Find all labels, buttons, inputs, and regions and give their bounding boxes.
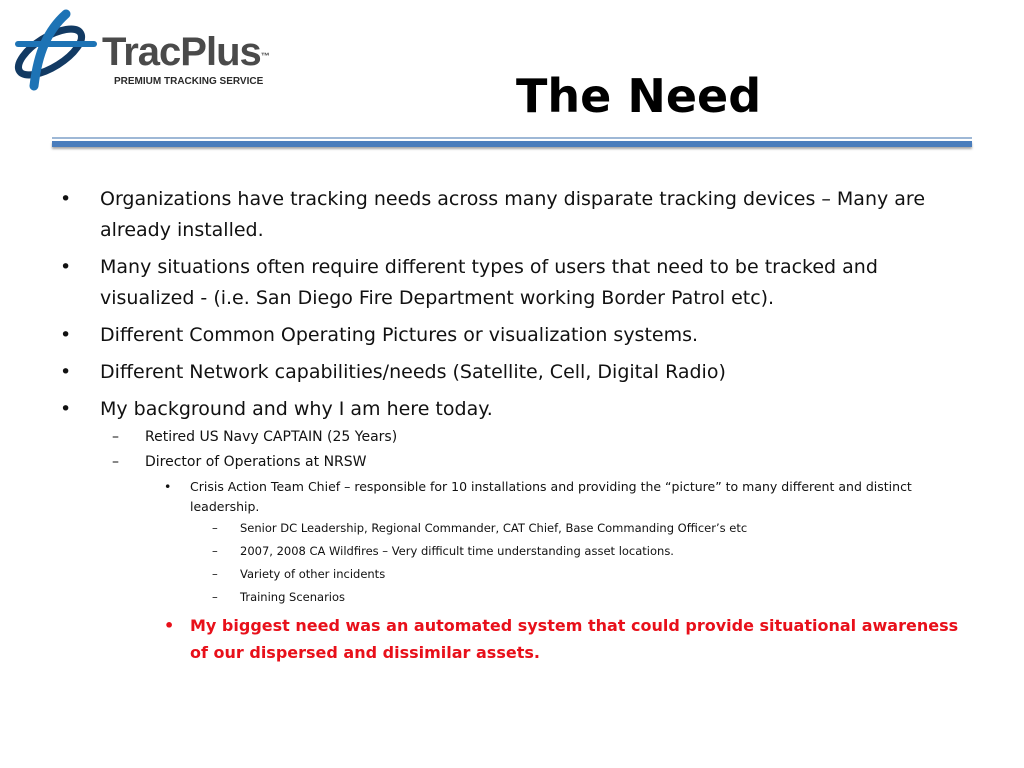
slide-body: [60, 184, 960, 669]
level4-bullet-item: [60, 589, 960, 606]
logo-tagline: PREMIUM TRACKING SERVICE: [114, 76, 264, 87]
bullet-text: Many situations often require different types of users that need to be tracked and visualized - (i.e. San Diego Fire Department working Border Patrol etc).: [100, 256, 878, 309]
logo-name: TracPlus: [102, 30, 261, 74]
sub-bullet-text: Retired US Navy CAPTAIN (25 Years): [145, 429, 398, 445]
dash-marker: –: [212, 590, 218, 604]
logo-wordmark: [102, 32, 270, 72]
bullet-item: [60, 252, 960, 314]
level3-bullet-item: [60, 477, 960, 517]
level4-bullet-item: [60, 520, 960, 537]
bullet-text: Organizations have tracking needs across many disparate tracking devices – Many are already installed.: [100, 188, 926, 241]
sub-bullet-item: [60, 427, 960, 447]
level4-bullet-text: Training Scenarios: [240, 590, 346, 604]
bullet-item: [60, 394, 960, 425]
bullet-text: Different Network capabilities/needs (Satellite, Cell, Digital Radio): [100, 361, 726, 383]
dash-marker: –: [212, 544, 218, 558]
title-divider-bar: [52, 141, 972, 147]
bullet-list: [60, 184, 960, 666]
dash-marker: –: [212, 521, 218, 535]
level3-bullet-text: Crisis Action Team Chief – responsible for 10 installations and providing the “picture” to many different and distinct leadership.: [190, 479, 912, 514]
slide-title: The Need: [516, 69, 762, 123]
level4-bullet-item: [60, 543, 960, 560]
bullet-marker: •: [164, 616, 175, 635]
level4-bullet-text: Senior DC Leadership, Regional Commander, CAT Chief, Base Commanding Officer’s etc: [240, 521, 748, 535]
bullet-marker: •: [60, 398, 72, 420]
tracplus-logo: [8, 8, 288, 92]
bullet-item: [60, 357, 960, 388]
highlight-bullet-text: My biggest need was an automated system that could provide situational awareness of our dispersed and dissimilar assets.: [190, 616, 959, 662]
bullet-marker: •: [164, 479, 172, 494]
level4-bullet-text: 2007, 2008 CA Wildfires – Very difficult time understanding asset locations.: [240, 544, 674, 558]
highlight-bullet-item: [60, 612, 960, 666]
dash-marker: –: [112, 429, 119, 445]
bullet-marker: •: [60, 256, 72, 278]
level4-bullet-text: Variety of other incidents: [240, 567, 386, 581]
trademark-symbol: ™: [260, 51, 270, 61]
sub-bullet-text: Director of Operations at NRSW: [145, 454, 367, 470]
bullet-marker: •: [60, 324, 72, 346]
bullet-marker: •: [60, 188, 72, 210]
dash-marker: –: [112, 454, 119, 470]
dash-marker: –: [212, 567, 218, 581]
sub-bullet-item: [60, 452, 960, 472]
level4-bullet-item: [60, 566, 960, 583]
bullet-text: Different Common Operating Pictures or visualization systems.: [100, 324, 699, 346]
bullet-item: [60, 184, 960, 246]
bullet-item: [60, 320, 960, 351]
title-divider-thin: [52, 137, 972, 139]
bullet-marker: •: [60, 361, 72, 383]
tracplus-emblem-icon: [8, 8, 100, 92]
bullet-text: My background and why I am here today.: [100, 398, 493, 420]
